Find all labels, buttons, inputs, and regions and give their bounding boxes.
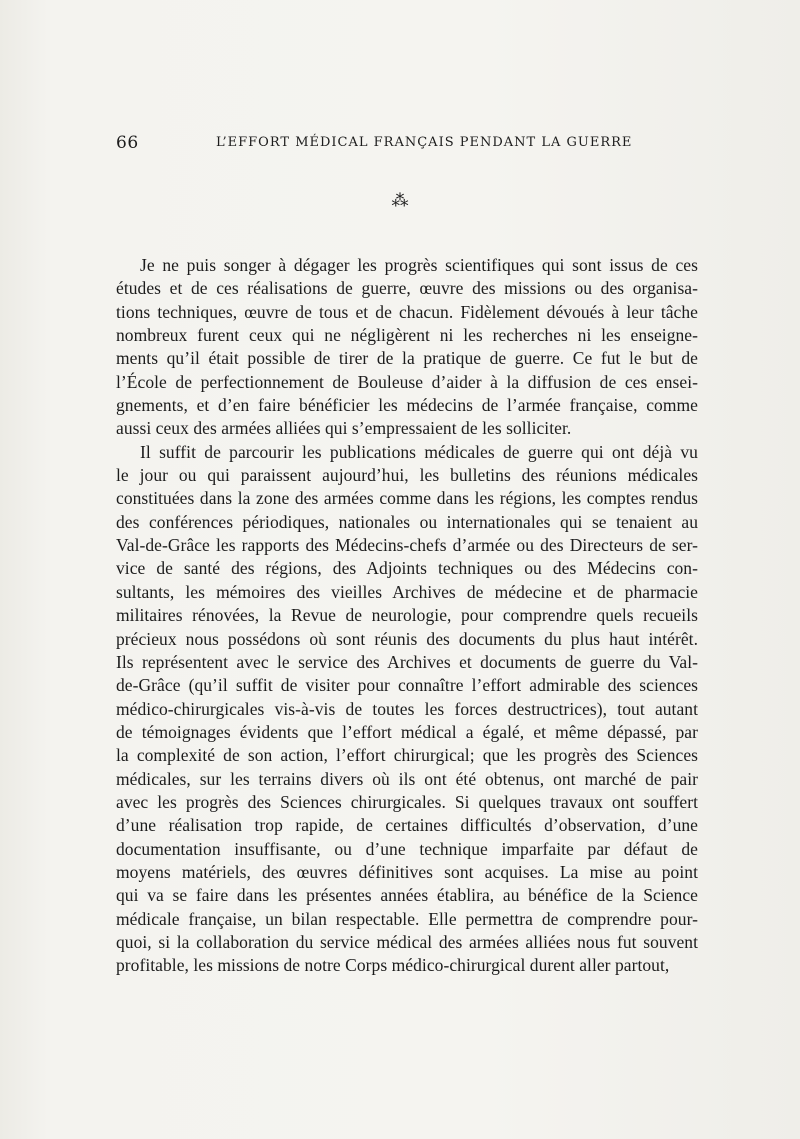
section-asterism: ⁂: [391, 191, 409, 211]
running-head: [116, 133, 698, 155]
text-line: gnements, et d’en faire bénéficier les médecins de l’armée française, comme: [116, 395, 698, 416]
text-line: d’une réalisation trop rapide, de certaines difficultés d’observation, d’une: [116, 815, 698, 836]
running-head-title: L’EFFORT MÉDICAL FRANÇAIS PENDANT LA GUERRE: [216, 135, 633, 150]
text-line: Ils représentent avec le service des Archives et documents de guerre du Val-: [116, 651, 698, 672]
paragraph: [116, 441, 698, 978]
text-line: militaires rénovées, la Revue de neurologie, pour comprendre quels recueils: [116, 605, 698, 626]
text-line: des conférences périodiques, nationales ou internationales qui se tenaient au: [116, 511, 698, 532]
page-number: 66: [116, 133, 139, 153]
text-line: nombreux furent ceux qui ne négligèrent ni les recherches ni les enseigne-: [116, 325, 698, 346]
text-line: documentation insuffisante, ou d’une technique imparfaite par défaut de: [116, 838, 698, 859]
text-line: vice de santé des régions, des Adjoints techniques ou des Médecins con-: [116, 558, 698, 579]
paragraph: [116, 254, 698, 441]
body-text: [116, 254, 698, 978]
text-line: précieux nous possédons où sont réunis des documents du plus haut intérêt.: [116, 628, 698, 649]
text-line: Il suffit de parcourir les publications médicales de guerre qui ont déjà vu: [140, 441, 698, 462]
text-line: qui va se faire dans les présentes années établira, au bénéfice de la Science: [116, 885, 698, 906]
text-line: le jour ou qui paraissent aujourd’hui, les bulletins des réunions médicales: [116, 465, 698, 486]
text-line: avec les progrès des Sciences chirurgicales. Si quelques travaux ont souffert: [116, 791, 698, 812]
text-line: Je ne puis songer à dégager les progrès scientifiques qui sont issus de ces: [140, 255, 698, 275]
text-line: constituées dans la zone des armées comme dans les régions, les comptes rendus: [116, 488, 698, 509]
text-line: de-Grâce (qu’il suffit de visiter pour connaître l’effort admirable des sciences: [116, 675, 698, 696]
text-line: tions techniques, œuvre de tous et de chacun. Fidèlement dévoués à leur tâche: [116, 301, 698, 322]
text-line: profitable, les missions de notre Corps médico-chirurgical durent aller partout,: [116, 955, 670, 976]
text-line: quoi, si la collaboration du service médical des armées alliées nous fut souvent: [116, 931, 698, 952]
text-line: aussi ceux des armées alliées qui s’empressaient de les solliciter.: [116, 418, 572, 439]
text-line: médicale française, un bilan respectable. Elle permettra de comprendre pour-: [116, 908, 698, 929]
text-line: de témoignages évidents que l’effort médical a égalé, et même dépassé, par: [116, 721, 698, 742]
text-line: sultants, les mémoires des vieilles Archives de médecine et de pharmacie: [116, 581, 698, 602]
text-line: ments qu’il était possible de tirer de la pratique de guerre. Ce fut le but de: [116, 348, 698, 369]
text-line: études et de ces réalisations de guerre, œuvre des missions ou des organisa-: [116, 278, 698, 299]
text-line: moyens matériels, des œuvres définitives sont acquises. La mise au point: [116, 861, 698, 882]
paragraphs: [116, 254, 698, 978]
text-line: médicales, sur les terrains divers où ils ont été obtenus, ont marché de pair: [116, 768, 698, 789]
text-line: Val-de-Grâce les rapports des Médecins-chefs d’armée ou des Directeurs de ser-: [116, 535, 698, 556]
text-line: l’École de perfectionnement de Bouleuse d’aider à la diffusion de ces ensei-: [116, 371, 698, 392]
text-line: médico-chirurgicales vis-à-vis de toutes les forces destructrices), tout autant: [116, 698, 698, 719]
text-line: la complexité de son action, l’effort chirurgical; que les progrès des Sciences: [116, 745, 698, 766]
